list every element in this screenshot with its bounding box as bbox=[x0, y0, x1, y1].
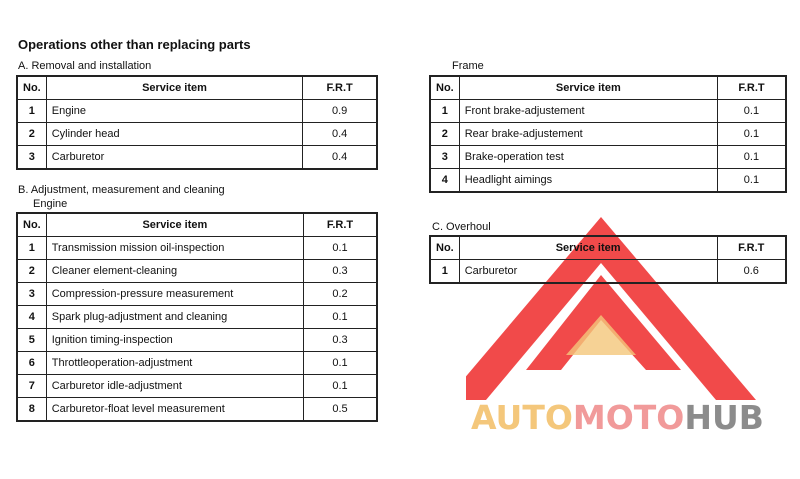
frame-label: Frame bbox=[452, 60, 484, 72]
table-removal-installation bbox=[16, 75, 378, 170]
row-no: 3 bbox=[17, 283, 46, 306]
section-b-sublabel: Engine bbox=[33, 198, 68, 210]
row-frt: 0.9 bbox=[303, 100, 377, 123]
table-header-row bbox=[430, 76, 786, 100]
brand-auto: AUTO bbox=[471, 398, 573, 437]
table-row bbox=[17, 123, 377, 146]
row-service-item: Throttleoperation-adjustment bbox=[46, 352, 303, 375]
column-header-service-item: Service item bbox=[46, 76, 302, 100]
section-c-label: C. Overhoul bbox=[432, 221, 491, 233]
watermark-brand bbox=[471, 398, 764, 437]
row-frt: 0.1 bbox=[304, 237, 378, 260]
row-frt: 0.1 bbox=[304, 375, 378, 398]
row-service-item: Cylinder head bbox=[46, 123, 302, 146]
row-service-item: Carburetor bbox=[459, 260, 717, 284]
row-no: 1 bbox=[430, 100, 459, 123]
row-frt: 0.1 bbox=[717, 100, 786, 123]
row-no: 7 bbox=[17, 375, 46, 398]
table-row bbox=[17, 306, 377, 329]
row-service-item: Compression-pressure measurement bbox=[46, 283, 303, 306]
column-header-frt: F.R.T bbox=[304, 213, 378, 237]
row-service-item: Headlight aimings bbox=[459, 169, 717, 193]
row-frt: 0.3 bbox=[304, 329, 378, 352]
row-frt: 0.4 bbox=[303, 146, 377, 170]
table-row bbox=[17, 375, 377, 398]
row-service-item: Carburetor bbox=[46, 146, 302, 170]
row-frt: 0.1 bbox=[717, 169, 786, 193]
row-no: 8 bbox=[17, 398, 46, 422]
row-service-item: Rear brake-adjustement bbox=[459, 123, 717, 146]
row-frt: 0.1 bbox=[304, 306, 378, 329]
column-header-no: No. bbox=[17, 76, 46, 100]
row-no: 6 bbox=[17, 352, 46, 375]
section-b-label: B. Adjustment, measurement and cleaning bbox=[18, 184, 225, 196]
table-row bbox=[17, 100, 377, 123]
table-row bbox=[17, 260, 377, 283]
row-no: 3 bbox=[17, 146, 46, 170]
column-header-service-item: Service item bbox=[459, 76, 717, 100]
row-service-item: Carburetor-float level measurement bbox=[46, 398, 303, 422]
column-header-frt: F.R.T bbox=[303, 76, 377, 100]
row-frt: 0.1 bbox=[304, 352, 378, 375]
row-service-item: Spark plug-adjustment and cleaning bbox=[46, 306, 303, 329]
table-header-row bbox=[17, 213, 377, 237]
table-row bbox=[430, 169, 786, 193]
column-header-frt: F.R.T bbox=[717, 236, 786, 260]
row-frt: 0.3 bbox=[304, 260, 378, 283]
table-row bbox=[17, 283, 377, 306]
row-service-item: Cleaner element-cleaning bbox=[46, 260, 303, 283]
row-service-item: Engine bbox=[46, 100, 302, 123]
table-overhoul bbox=[429, 235, 787, 284]
table-row bbox=[430, 146, 786, 169]
table-header-row bbox=[17, 76, 377, 100]
row-no: 3 bbox=[430, 146, 459, 169]
row-frt: 0.1 bbox=[717, 123, 786, 146]
brand-moto: MOTO bbox=[572, 398, 685, 437]
table-row bbox=[430, 123, 786, 146]
column-header-frt: F.R.T bbox=[717, 76, 786, 100]
table-row bbox=[17, 329, 377, 352]
table-row bbox=[430, 260, 786, 284]
row-frt: 0.2 bbox=[304, 283, 378, 306]
row-no: 2 bbox=[17, 260, 46, 283]
table-row bbox=[17, 237, 377, 260]
row-no: 4 bbox=[17, 306, 46, 329]
table-header-row bbox=[430, 236, 786, 260]
row-no: 1 bbox=[17, 100, 46, 123]
row-no: 1 bbox=[430, 260, 459, 284]
page-title: Operations other than replacing parts bbox=[18, 37, 251, 52]
row-no: 2 bbox=[17, 123, 46, 146]
row-no: 1 bbox=[17, 237, 46, 260]
row-frt: 0.6 bbox=[717, 260, 786, 284]
row-frt: 0.1 bbox=[717, 146, 786, 169]
row-service-item: Front brake-adjustement bbox=[459, 100, 717, 123]
column-header-no: No. bbox=[17, 213, 46, 237]
table-frame bbox=[429, 75, 787, 193]
row-service-item: Carburetor idle-adjustment bbox=[46, 375, 303, 398]
table-row bbox=[17, 352, 377, 375]
row-service-item: Transmission mission oil-inspection bbox=[46, 237, 303, 260]
column-header-service-item: Service item bbox=[46, 213, 303, 237]
row-frt: 0.5 bbox=[304, 398, 378, 422]
brand-hub: HUB bbox=[684, 398, 764, 437]
table-row bbox=[430, 100, 786, 123]
column-header-no: No. bbox=[430, 76, 459, 100]
column-header-no: No. bbox=[430, 236, 459, 260]
row-no: 2 bbox=[430, 123, 459, 146]
row-service-item: Brake-operation test bbox=[459, 146, 717, 169]
row-frt: 0.4 bbox=[303, 123, 377, 146]
table-row bbox=[17, 146, 377, 170]
column-header-service-item: Service item bbox=[459, 236, 717, 260]
table-row bbox=[17, 398, 377, 422]
section-a-label: A. Removal and installation bbox=[18, 60, 152, 72]
table-adjustment-measurement bbox=[16, 212, 378, 422]
row-service-item: Ignition timing-inspection bbox=[46, 329, 303, 352]
row-no: 5 bbox=[17, 329, 46, 352]
row-no: 4 bbox=[430, 169, 459, 193]
